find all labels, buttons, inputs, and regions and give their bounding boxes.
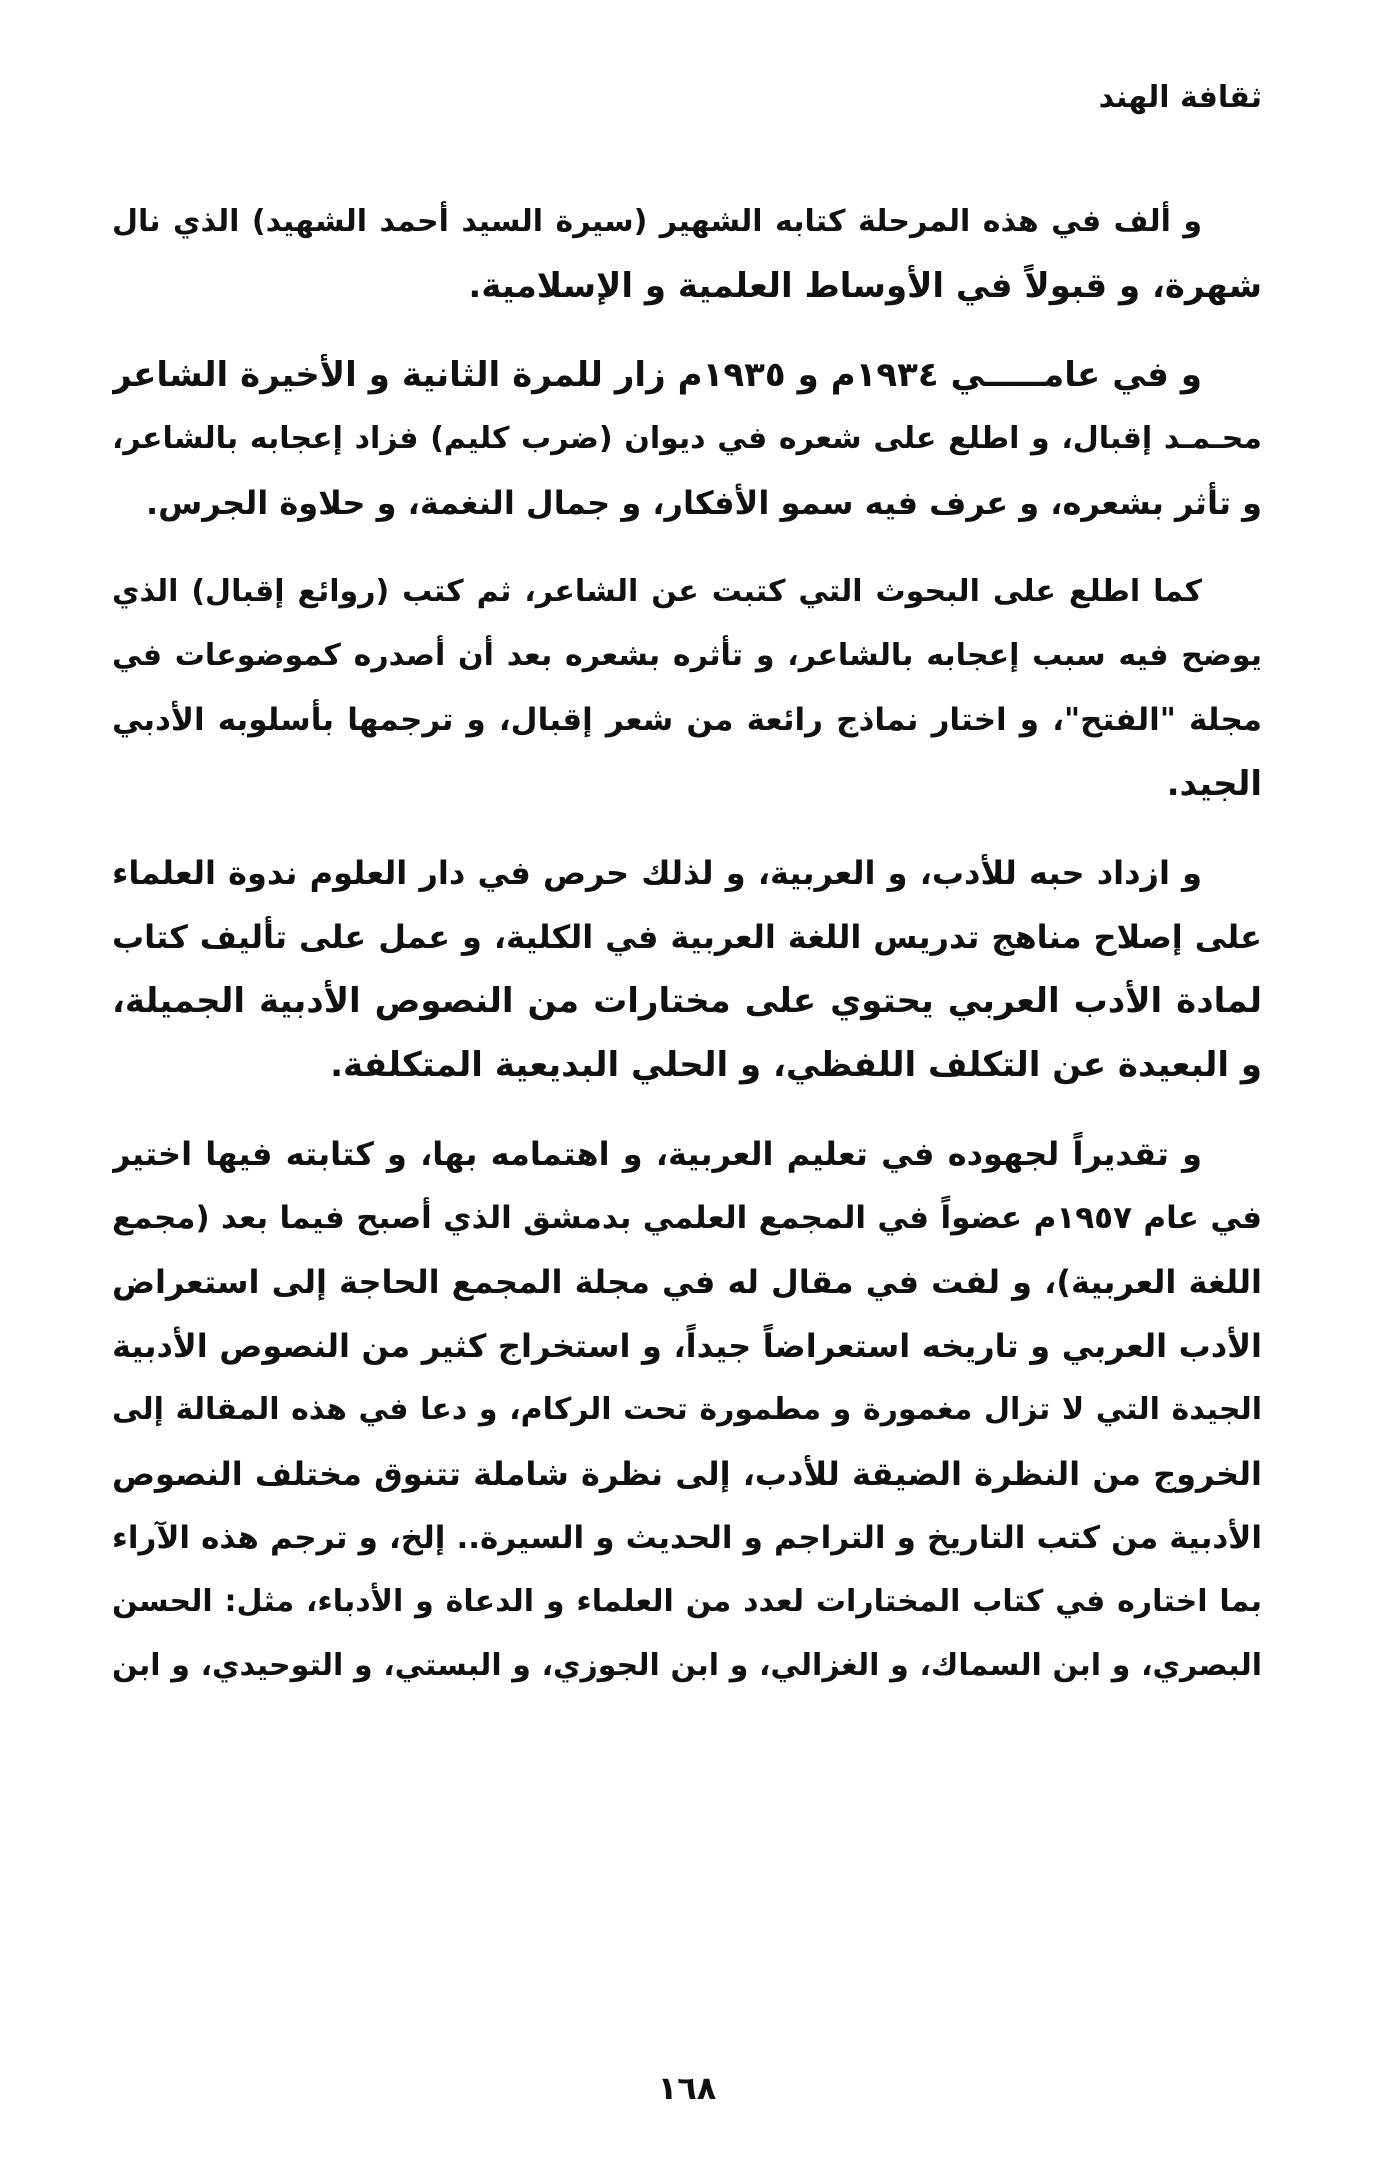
- paragraph-1: [112, 190, 1262, 318]
- paragraph-2: [112, 343, 1262, 535]
- text-line: و في عامـــــي ١٩٣٤م و ١٩٣٥م زار للمرة الثانية و الأخيرة الشاعر: [112, 355, 1203, 395]
- text-line: اللغة العربية)، و لفت في مقال له في مجلة المجمع الحاجة إلى استعراض: [112, 1263, 1262, 1301]
- text-line: مجلة "الفتح"، و اختار نماذج رائعة من شعر إقبال، و ترجمها بأسلوبه الأدبي: [112, 702, 1262, 738]
- text-line: و تقديراً لجهوده في تعليم العربية، و اهتمامه بها، و كتابته فيها اختير: [112, 1135, 1202, 1173]
- running-header: ثقافة الهند: [1098, 80, 1262, 115]
- text-line: الخروج من النظرة الضيقة للأدب، إلى نظرة شاملة تتنوق مختلف النصوص: [112, 1455, 1262, 1493]
- paragraph-3: [112, 560, 1262, 816]
- text-line: بما اختاره في كتاب المختارات لعدد من العلماء و الدعاة و الأدباء، مثل: الحسن: [112, 1584, 1262, 1619]
- paragraph-4: [112, 841, 1262, 1097]
- page-number: ١٦٨: [657, 2069, 717, 2107]
- text-line: و البعيدة عن التكلف اللفظي، و الحلي البديعية المتكلفة.: [330, 1045, 1262, 1085]
- text-line: في عام ١٩٥٧م عضواً في المجمع العلمي بدمشق الذي أصبح فيما بعد (مجمع: [112, 1200, 1262, 1236]
- text-line: يوضح فيه سبب إعجابه بالشاعر، و تأثره بشعره بعد أن أصدره كموضوعات في: [112, 638, 1262, 673]
- text-line: كما اطلع على البحوث التي كتبت عن الشاعر، ثم كتب (روائع إقبال) الذي: [112, 574, 1202, 609]
- text-line: الجيدة التي لا تزال مغمورة و مطمورة تحت الركام، و دعا في هذه المقالة إلى: [112, 1392, 1262, 1427]
- text-line: شهرة، و قبولاً في الأوساط العلمية و الإسلامية.: [468, 266, 1262, 306]
- text-line: و ألف في هذه المرحلة كتابه الشهير (سيرة السيد أحمد الشهيد) الذي نال: [112, 204, 1202, 239]
- text-line: لمادة الأدب العربي يحتوي على مختارات من النصوص الأدبية الجميلة،: [112, 981, 1262, 1021]
- text-line: على إصلاح مناهج تدريس اللغة العربية في الكلية، و عمل على تأليف كتاب: [112, 918, 1262, 956]
- text-line: البصري، و ابن السماك، و الغزالي، و ابن الجوزي، و البستي، و التوحيدي، و ابن: [112, 1648, 1262, 1683]
- text-line: الجيد.: [1166, 764, 1262, 804]
- paragraph-5: [112, 1122, 1262, 1698]
- text-line: الأدب العربي و تاريخه استعراضاً جيداً، و استخراج كثير من النصوص الأدبية: [112, 1327, 1262, 1365]
- text-line: الأدبية من كتب التاريخ و التراجم و الحديث و السيرة.. إلخ، و ترجم هذه الآراء: [112, 1520, 1262, 1556]
- body-text: [112, 190, 1262, 1723]
- text-line: و ازداد حبه للأدب، و العربية، و لذلك حرص في دار العلوم ندوة العلماء: [112, 854, 1202, 892]
- text-line: محـمـد إقبال، و اطلع على شعره في ديوان (ضرب كليم) فزاد إعجابه بالشاعر،: [112, 421, 1262, 456]
- text-line: و تأثر بشعره، و عرف فيه سمو الأفكار، و جمال النغمة، و حلاوة الجرس.: [145, 484, 1262, 522]
